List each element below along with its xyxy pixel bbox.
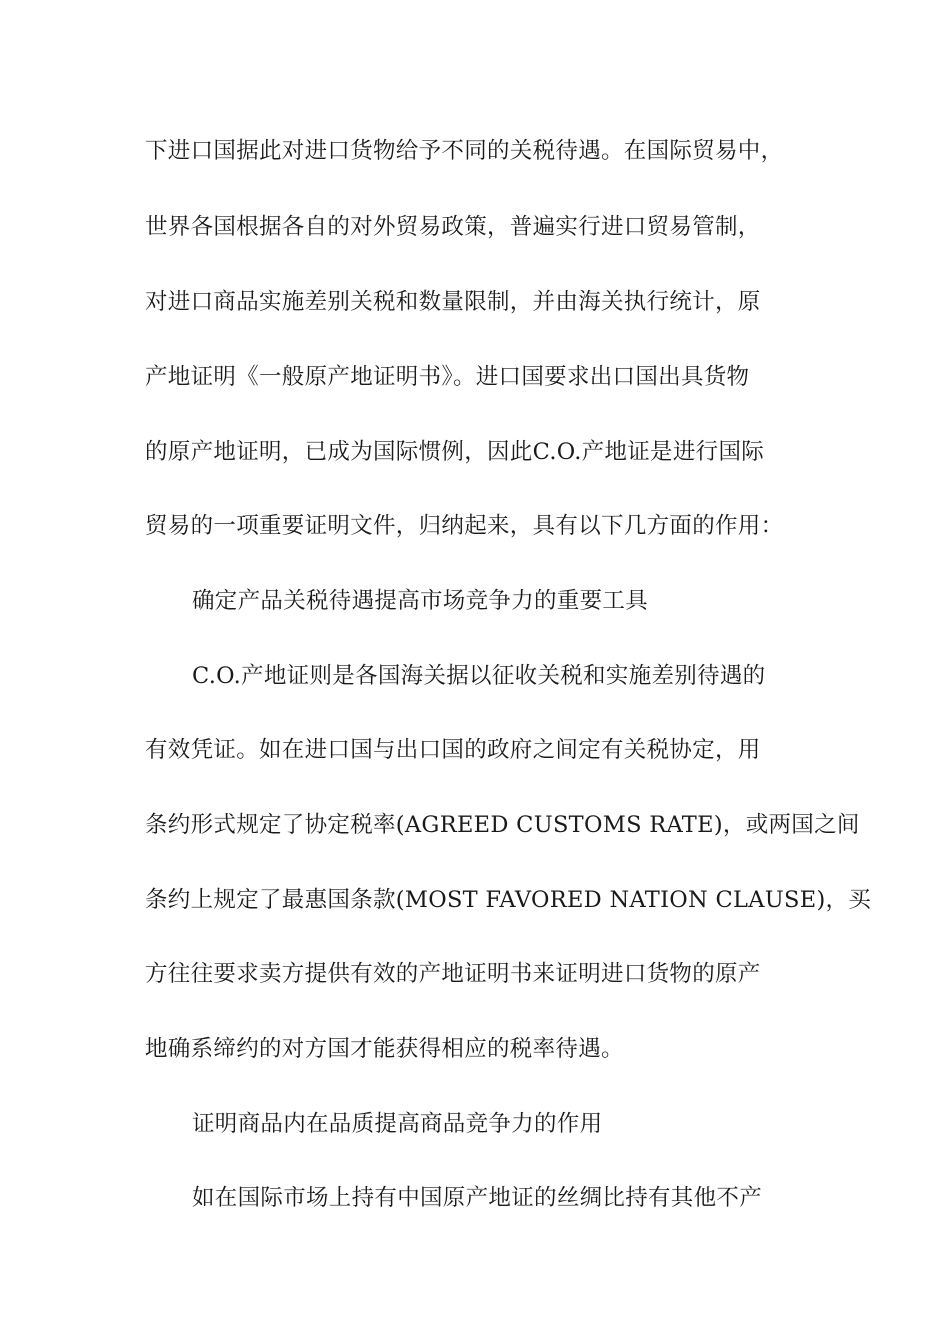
body-text-line: 下进口国据此对进口货物给予不同的关税待遇。在国际贸易中， [145, 138, 784, 164]
body-text-line: 如在国际市场上持有中国原产地证的丝绸比持有其他不产 [192, 1185, 763, 1211]
body-text-line: 条约形式规定了协定税率(AGREED CUSTOMS RATE)，或两国之间 [145, 812, 860, 838]
section-heading: 确定产品关税待遇提高市场竞争力的重要工具 [192, 588, 649, 614]
body-text-line: 对进口商品实施差别关税和数量限制，并由海关执行统计，原 [145, 289, 761, 315]
body-text-line: 世界各国根据各自的对外贸易政策，普遍实行进口贸易管制， [145, 214, 761, 240]
body-text-line: C.O.产地证则是各国海关据以征收关税和实施差别待遇的 [192, 663, 766, 689]
body-text-line: 地确系缔约的对方国才能获得相应的税率待遇。 [145, 1036, 624, 1062]
body-text-line: 有效凭证。如在进口国与出口国的政府之间定有关税协定，用 [145, 737, 761, 763]
body-text-line: 的原产地证明，已成为国际惯例，因此C.O.产地证是进行国际 [145, 439, 765, 465]
body-text-line: 贸易的一项重要证明文件，归纳起来，具有以下几方面的作用： [145, 513, 784, 539]
body-text-line: 产地证明《一般原产地证明书》。进口国要求出口国出具货物 [145, 364, 750, 390]
section-heading: 证明商品内在品质提高商品竞争力的作用 [192, 1111, 603, 1137]
body-text-line: 方往往要求卖方提供有效的产地证明书来证明进口货物的原产 [145, 961, 761, 987]
body-text-line: 条约上规定了最惠国条款(MOST FAVORED NATION CLAUSE)，买 [145, 887, 872, 913]
